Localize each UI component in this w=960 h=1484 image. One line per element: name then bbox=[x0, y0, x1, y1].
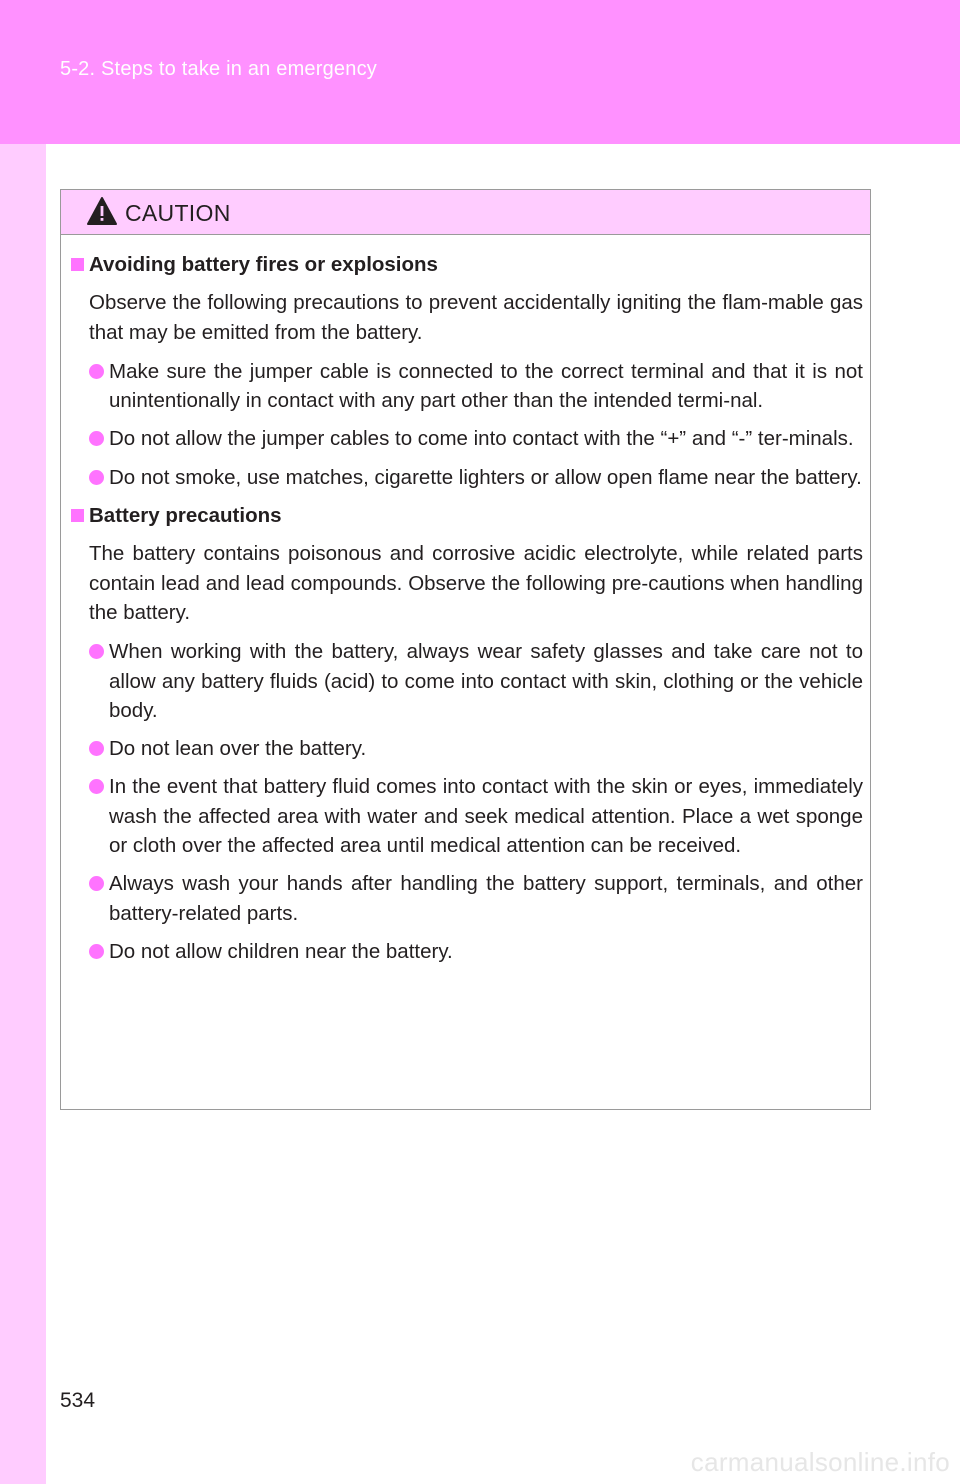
square-bullet-icon bbox=[71, 258, 84, 271]
list-item bbox=[71, 937, 863, 966]
circle-bullet-icon bbox=[89, 944, 104, 959]
circle-bullet-icon bbox=[89, 741, 104, 756]
list-item bbox=[71, 424, 863, 453]
list-item bbox=[71, 637, 863, 725]
section-title: 5-2. Steps to take in an emergency bbox=[60, 58, 377, 80]
section-heading bbox=[71, 501, 863, 530]
caution-body bbox=[71, 250, 863, 975]
list-item bbox=[71, 869, 863, 928]
circle-bullet-icon bbox=[89, 644, 104, 659]
heading-text: Avoiding battery fires or explosions bbox=[89, 253, 438, 276]
list-item-text: Do not allow the jumper cables to come into contact with the “+” and “-” ter-minals. bbox=[109, 427, 854, 451]
side-band bbox=[0, 144, 46, 1484]
caution-header bbox=[61, 190, 870, 235]
caution-title: CAUTION bbox=[125, 200, 231, 226]
square-bullet-icon bbox=[71, 509, 84, 522]
list-item-text: Always wash your hands after handling the battery support, terminals, and other battery-related parts. bbox=[109, 872, 863, 925]
list-item-text: In the event that battery fluid comes into contact with the skin or eyes, immediately wash the affected area with water and seek medical attention. Place a wet sponge or cloth over the affected area until medical attention can be received. bbox=[109, 775, 863, 858]
list-item bbox=[71, 357, 863, 416]
section-intro: The battery contains poisonous and corrosive acidic electrolyte, while related parts contain lead and lead compounds. Observe the following pre-cautions when handling the battery. bbox=[89, 542, 863, 624]
page-number: 534 bbox=[60, 1389, 96, 1412]
heading-text: Battery precautions bbox=[89, 504, 282, 528]
list-item bbox=[71, 734, 863, 763]
watermark: carmanualsonline.info bbox=[690, 1447, 950, 1477]
section-heading bbox=[71, 250, 863, 279]
warning-triangle-icon bbox=[86, 196, 118, 226]
circle-bullet-icon bbox=[89, 876, 104, 891]
caution-box bbox=[60, 189, 871, 1110]
list-item-text: Make sure the jumper cable is connected to the correct terminal and that it is not unintentionally in contact with any part other than the intended termi-nal. bbox=[109, 359, 863, 413]
list-item-text: When working with the battery, always wear safety glasses and take care not to allow any battery fluids (acid) to come into contact with skin, clothing or the vehicle body. bbox=[109, 640, 863, 722]
circle-bullet-icon bbox=[89, 779, 104, 794]
list-item-text: Do not allow children near the battery. bbox=[109, 939, 453, 963]
section-intro: Observe the following precautions to prevent accidentally igniting the flam-mable gas that may be emitted from the battery. bbox=[89, 291, 863, 344]
circle-bullet-icon bbox=[89, 470, 104, 485]
list-item-text: Do not smoke, use matches, cigarette lighters or allow open flame near the battery. bbox=[109, 465, 862, 489]
list-item-text: Do not lean over the battery. bbox=[109, 737, 367, 761]
circle-bullet-icon bbox=[89, 364, 104, 379]
list-item bbox=[71, 772, 863, 860]
list-item bbox=[71, 463, 863, 492]
circle-bullet-icon bbox=[89, 431, 104, 446]
